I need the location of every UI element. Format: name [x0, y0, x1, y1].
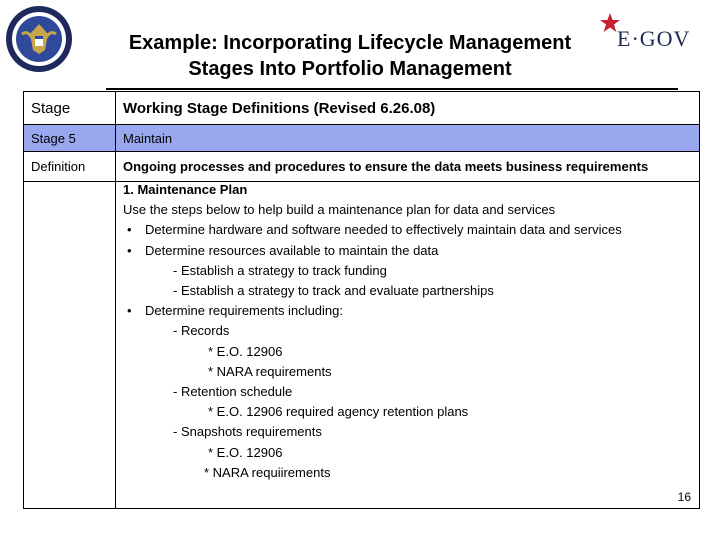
- title-divider: [106, 88, 678, 90]
- list-item-text: Determine requirements including:: [145, 303, 343, 319]
- title-line-2: Stages Into Portfolio Management: [188, 58, 512, 80]
- header-stage-label: Stage: [31, 100, 71, 117]
- stage-value: Maintain: [123, 131, 173, 146]
- egov-logo-text: E·GOV: [617, 26, 691, 51]
- sub-sub-item: * E.O. 12906: [208, 343, 283, 359]
- list-item-text: Determine resources available to maintain the data: [145, 242, 439, 258]
- stage-row: [24, 125, 699, 152]
- list-item: [123, 301, 622, 321]
- definition-label: Definition: [31, 159, 86, 174]
- maintenance-plan-heading: 1. Maintenance Plan: [123, 182, 248, 197]
- sub-sub-item: * E.O. 12906 required agency retention plans: [208, 404, 469, 420]
- bullet: •: [127, 303, 132, 319]
- sub-sub-item: * NARA requirements: [208, 363, 332, 379]
- sub-item: - Records: [173, 323, 230, 339]
- bullet: •: [127, 222, 132, 238]
- page-number: 16: [677, 490, 691, 504]
- sub-item: - Snapshots requirements: [173, 424, 322, 440]
- table-header-row: [24, 92, 699, 125]
- title-line-1: Example: Incorporating Lifecycle Management: [128, 32, 572, 54]
- egov-logo: [595, 12, 705, 52]
- list-item: [123, 241, 622, 261]
- sub-item: - Retention schedule: [173, 384, 293, 400]
- stage-label: Stage 5: [31, 131, 76, 146]
- sub-sub-item: * NARA requiirements: [204, 464, 331, 480]
- list-item-text: Determine hardware and software needed to effectively maintain data and services: [145, 222, 622, 238]
- maintenance-plan-intro: Use the steps below to help build a maintenance plan for data and services: [123, 202, 556, 218]
- column-divider: [115, 92, 116, 508]
- definition-value: Ongoing processes and procedures to ensure the data meets business requirements: [123, 159, 649, 174]
- header-definitions-label: Working Stage Definitions (Revised 6.26.08): [123, 100, 436, 117]
- bullet: •: [127, 242, 132, 258]
- definition-row: [24, 152, 699, 182]
- slide-title: [90, 30, 610, 82]
- maintenance-plan-details: [123, 180, 622, 483]
- sub-sub-item: * E.O. 12906: [208, 444, 283, 460]
- presidential-seal-icon: [4, 4, 74, 74]
- list-item: [123, 220, 622, 240]
- sub-item: - Establish a strategy to track funding: [173, 262, 387, 278]
- definitions-table: [23, 91, 700, 509]
- sub-item: - Establish a strategy to track and evaluate partnerships: [173, 283, 494, 299]
